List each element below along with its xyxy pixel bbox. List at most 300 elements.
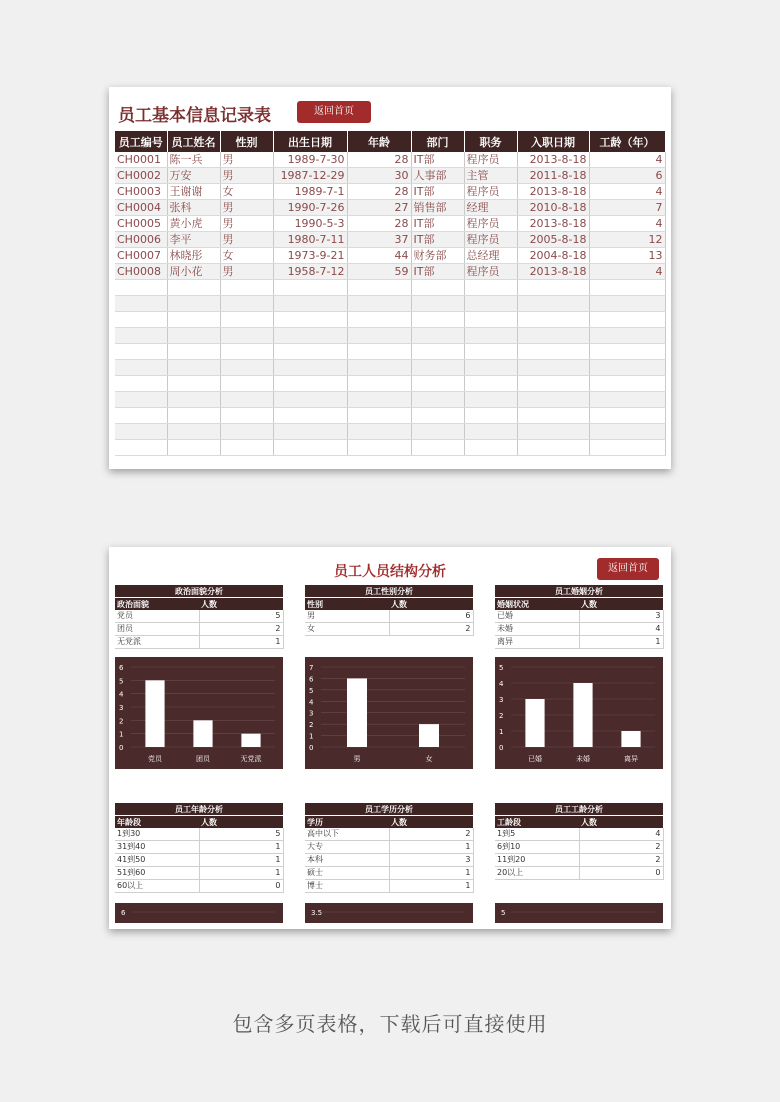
empty-cell[interactable]	[517, 408, 589, 424]
empty-cell[interactable]	[347, 360, 411, 376]
category-cell[interactable]: 41到50	[115, 854, 199, 867]
empty-cell[interactable]	[273, 408, 347, 424]
table-cell[interactable]: 张科	[167, 200, 220, 216]
panel-col2-header: 人数	[389, 816, 473, 829]
column-header: 员工编号	[115, 131, 167, 152]
category-cell[interactable]: 本科	[305, 854, 389, 867]
analysis-table	[115, 585, 284, 649]
table-cell[interactable]: 4	[589, 184, 665, 200]
table-row	[115, 880, 283, 893]
table-cell[interactable]: 总经理	[464, 248, 517, 264]
empty-cell[interactable]	[517, 392, 589, 408]
empty-cell[interactable]	[411, 408, 464, 424]
table-cell[interactable]: CH0006	[115, 232, 167, 248]
empty-cell[interactable]	[273, 392, 347, 408]
panel-col1-header: 政治面貌	[115, 598, 199, 611]
count-cell[interactable]: 3	[389, 854, 473, 867]
empty-cell[interactable]	[115, 392, 167, 408]
empty-cell[interactable]	[167, 344, 220, 360]
table-row	[115, 248, 665, 264]
empty-cell[interactable]	[517, 312, 589, 328]
empty-cell[interactable]	[589, 424, 665, 440]
empty-cell[interactable]	[167, 296, 220, 312]
empty-cell[interactable]	[220, 408, 273, 424]
empty-cell[interactable]	[167, 376, 220, 392]
table-cell[interactable]: 4	[589, 152, 665, 168]
category-cell[interactable]: 已婚	[495, 610, 579, 623]
y-tick-label: 5	[309, 686, 314, 695]
panel-col1-header: 年龄段	[115, 816, 199, 829]
table-cell[interactable]: 女	[220, 184, 273, 200]
bar	[573, 683, 592, 747]
count-cell[interactable]: 2	[579, 854, 663, 867]
y-tick-label: 3.5	[311, 909, 323, 917]
empty-cell[interactable]	[273, 376, 347, 392]
empty-cell[interactable]	[220, 424, 273, 440]
table-cell[interactable]: 程序员	[464, 216, 517, 232]
table-cell[interactable]: 2013-8-18	[517, 152, 589, 168]
table-cell[interactable]: 1980-7-11	[273, 232, 347, 248]
empty-cell[interactable]	[517, 376, 589, 392]
empty-cell[interactable]	[273, 280, 347, 296]
empty-cell[interactable]	[517, 280, 589, 296]
table-cell[interactable]: CH0003	[115, 184, 167, 200]
empty-cell[interactable]	[411, 424, 464, 440]
table-row	[305, 841, 473, 854]
empty-cell[interactable]	[517, 360, 589, 376]
empty-row	[115, 440, 665, 456]
bar-chart	[115, 657, 283, 769]
empty-cell[interactable]	[167, 312, 220, 328]
column-header: 工龄（年）	[589, 131, 665, 152]
empty-cell[interactable]	[464, 440, 517, 456]
empty-row	[115, 424, 665, 440]
table-cell[interactable]: 销售部	[411, 200, 464, 216]
empty-cell[interactable]	[411, 376, 464, 392]
x-tick-label: 党员	[148, 755, 162, 763]
category-cell[interactable]: 无党派	[115, 636, 199, 649]
panel-col2-header: 人数	[199, 816, 283, 829]
column-header: 出生日期	[273, 131, 347, 152]
empty-cell[interactable]	[220, 376, 273, 392]
empty-cell[interactable]	[273, 344, 347, 360]
table-cell[interactable]: 2013-8-18	[517, 216, 589, 232]
table-cell[interactable]: 2004-8-18	[517, 248, 589, 264]
count-cell[interactable]: 4	[579, 828, 663, 841]
empty-cell[interactable]	[589, 392, 665, 408]
table-cell[interactable]: 女	[220, 248, 273, 264]
empty-cell[interactable]	[411, 360, 464, 376]
table-cell[interactable]: 27	[347, 200, 411, 216]
count-cell[interactable]: 1	[579, 636, 663, 649]
chart-svg	[115, 903, 283, 923]
panel-title: 员工工龄分析	[495, 803, 663, 816]
table-cell[interactable]: 周小花	[167, 264, 220, 280]
empty-cell[interactable]	[167, 280, 220, 296]
empty-cell[interactable]	[273, 312, 347, 328]
analysis-table	[305, 803, 474, 893]
category-cell[interactable]: 1到30	[115, 828, 199, 841]
empty-cell[interactable]	[464, 360, 517, 376]
x-tick-label: 未婚	[576, 755, 590, 763]
table-cell[interactable]: 男	[220, 216, 273, 232]
table-cell[interactable]: 男	[220, 168, 273, 184]
category-cell[interactable]: 党员	[115, 610, 199, 623]
empty-cell[interactable]	[220, 312, 273, 328]
empty-cell[interactable]	[167, 328, 220, 344]
table-cell[interactable]: 经理	[464, 200, 517, 216]
y-tick-label: 3	[119, 704, 124, 712]
table-cell[interactable]: 30	[347, 168, 411, 184]
x-tick-label: 团员	[196, 755, 210, 763]
y-tick-label: 4	[119, 690, 124, 699]
table-row	[115, 828, 283, 841]
empty-cell[interactable]	[347, 328, 411, 344]
table-row	[115, 264, 665, 280]
table-cell[interactable]: 6	[589, 168, 665, 184]
table-cell[interactable]: 程序员	[464, 264, 517, 280]
empty-cell[interactable]	[517, 328, 589, 344]
bar-chart	[495, 903, 663, 923]
column-header: 年龄	[347, 131, 411, 152]
y-tick-label: 4	[309, 698, 314, 707]
table-cell[interactable]: 程序员	[464, 152, 517, 168]
employee-table	[115, 131, 666, 456]
table-row	[115, 216, 665, 232]
table-cell[interactable]: 2010-8-18	[517, 200, 589, 216]
empty-cell[interactable]	[115, 280, 167, 296]
count-cell[interactable]: 0	[579, 867, 663, 880]
table-cell[interactable]: 男	[220, 232, 273, 248]
y-tick-label: 0	[499, 744, 504, 752]
empty-cell[interactable]	[220, 360, 273, 376]
y-tick-label: 6	[119, 664, 124, 672]
table-row	[115, 854, 283, 867]
empty-cell[interactable]	[220, 280, 273, 296]
analysis-panel	[115, 585, 283, 649]
back-home-button[interactable]: 返回首页	[297, 101, 371, 123]
bar-chart	[115, 903, 283, 923]
table-cell[interactable]: 1958-7-12	[273, 264, 347, 280]
table-row	[115, 841, 283, 854]
table-cell[interactable]: 12	[589, 232, 665, 248]
empty-cell[interactable]	[347, 280, 411, 296]
table-cell[interactable]: 男	[220, 264, 273, 280]
category-cell[interactable]: 高中以下	[305, 828, 389, 841]
empty-cell[interactable]	[464, 408, 517, 424]
y-tick-label: 1	[499, 728, 504, 736]
empty-cell[interactable]	[220, 296, 273, 312]
x-tick-label: 女	[425, 755, 433, 763]
count-cell[interactable]: 3	[579, 610, 663, 623]
analysis-panel	[305, 803, 473, 893]
empty-cell[interactable]	[464, 344, 517, 360]
table-row	[115, 636, 283, 649]
table-cell[interactable]: 4	[589, 264, 665, 280]
category-cell[interactable]: 1到5	[495, 828, 579, 841]
empty-cell[interactable]	[411, 392, 464, 408]
table-cell[interactable]: 44	[347, 248, 411, 264]
chart-svg	[115, 657, 283, 769]
y-tick-label: 4	[499, 680, 504, 688]
table-cell[interactable]: CH0005	[115, 216, 167, 232]
table-cell[interactable]: IT部	[411, 264, 464, 280]
count-cell[interactable]: 1	[389, 867, 473, 880]
count-cell[interactable]: 2	[389, 623, 473, 636]
y-tick-label: 5	[119, 677, 124, 686]
empty-cell[interactable]	[167, 440, 220, 456]
empty-cell[interactable]	[347, 440, 411, 456]
empty-cell[interactable]	[517, 344, 589, 360]
count-cell[interactable]: 1	[199, 867, 283, 880]
empty-cell[interactable]	[115, 344, 167, 360]
empty-cell[interactable]	[589, 360, 665, 376]
empty-cell[interactable]	[115, 328, 167, 344]
table-cell[interactable]: 男	[220, 152, 273, 168]
empty-cell[interactable]	[167, 392, 220, 408]
empty-cell[interactable]	[589, 376, 665, 392]
category-cell[interactable]: 团员	[115, 623, 199, 636]
count-cell[interactable]: 5	[199, 610, 283, 623]
panel-title: 员工性别分析	[305, 585, 473, 598]
table-cell[interactable]: 1990-5-3	[273, 216, 347, 232]
bar	[347, 678, 367, 747]
table-cell[interactable]: CH0008	[115, 264, 167, 280]
category-cell[interactable]: 20以上	[495, 867, 579, 880]
empty-cell[interactable]	[517, 440, 589, 456]
table-cell[interactable]: 7	[589, 200, 665, 216]
empty-cell[interactable]	[464, 376, 517, 392]
count-cell[interactable]: 2	[389, 828, 473, 841]
chart-svg	[495, 903, 663, 923]
table-cell[interactable]: CH0007	[115, 248, 167, 264]
chart-svg	[495, 657, 663, 769]
empty-cell[interactable]	[220, 440, 273, 456]
table-row	[305, 828, 473, 841]
empty-cell[interactable]	[347, 424, 411, 440]
empty-cell[interactable]	[347, 296, 411, 312]
table-row	[115, 152, 665, 168]
table-cell[interactable]: 万安	[167, 168, 220, 184]
count-cell[interactable]: 1	[199, 841, 283, 854]
table-cell[interactable]: 2011-8-18	[517, 168, 589, 184]
table-cell[interactable]: 2013-8-18	[517, 184, 589, 200]
table-cell[interactable]: IT部	[411, 152, 464, 168]
empty-cell[interactable]	[167, 360, 220, 376]
table-cell[interactable]: 1973-9-21	[273, 248, 347, 264]
empty-cell[interactable]	[273, 296, 347, 312]
empty-cell[interactable]	[589, 440, 665, 456]
table-cell[interactable]: IT部	[411, 216, 464, 232]
table-cell[interactable]: 程序员	[464, 184, 517, 200]
empty-cell[interactable]	[464, 280, 517, 296]
column-header: 职务	[464, 131, 517, 152]
count-cell[interactable]: 1	[389, 880, 473, 893]
empty-cell[interactable]	[464, 392, 517, 408]
table-row	[115, 867, 283, 880]
y-tick-label: 5	[499, 664, 504, 672]
empty-cell[interactable]	[589, 280, 665, 296]
empty-cell[interactable]	[411, 344, 464, 360]
y-tick-label: 1	[309, 732, 314, 741]
empty-cell[interactable]	[347, 344, 411, 360]
empty-cell[interactable]	[589, 328, 665, 344]
table-cell[interactable]: CH0002	[115, 168, 167, 184]
empty-cell[interactable]	[347, 392, 411, 408]
empty-cell[interactable]	[220, 328, 273, 344]
chart-svg	[305, 657, 473, 769]
column-header: 员工姓名	[167, 131, 220, 152]
table-row	[305, 854, 473, 867]
panel-col1-header: 工龄段	[495, 816, 579, 829]
bar	[621, 731, 640, 747]
empty-cell[interactable]	[347, 408, 411, 424]
table-cell[interactable]: 李平	[167, 232, 220, 248]
empty-cell[interactable]	[115, 376, 167, 392]
back-home-button[interactable]: 返回首页	[597, 558, 659, 580]
table-cell[interactable]: 1990-7-26	[273, 200, 347, 216]
x-tick-label: 无党派	[240, 755, 262, 763]
empty-row	[115, 344, 665, 360]
empty-cell[interactable]	[273, 328, 347, 344]
bar-chart	[305, 903, 473, 923]
table-cell[interactable]: 程序员	[464, 232, 517, 248]
panel-col1-header: 性别	[305, 598, 389, 611]
empty-cell[interactable]	[115, 296, 167, 312]
table-cell[interactable]: 2013-8-18	[517, 264, 589, 280]
category-cell[interactable]: 大专	[305, 841, 389, 854]
empty-cell[interactable]	[589, 312, 665, 328]
empty-cell[interactable]	[347, 376, 411, 392]
panel-col2-header: 人数	[579, 598, 663, 611]
table-row	[495, 623, 663, 636]
bar	[525, 699, 544, 747]
table-row	[115, 184, 665, 200]
bar	[145, 680, 164, 747]
category-cell[interactable]: 60以上	[115, 880, 199, 893]
table-cell[interactable]: 4	[589, 216, 665, 232]
empty-cell[interactable]	[167, 424, 220, 440]
empty-cell[interactable]	[220, 392, 273, 408]
structure-analysis-sheet	[109, 547, 671, 929]
empty-cell[interactable]	[273, 360, 347, 376]
category-cell[interactable]: 6到10	[495, 841, 579, 854]
count-cell[interactable]: 1	[199, 854, 283, 867]
empty-cell[interactable]	[464, 328, 517, 344]
table-cell[interactable]: CH0004	[115, 200, 167, 216]
empty-cell[interactable]	[411, 312, 464, 328]
table-cell[interactable]: 59	[347, 264, 411, 280]
category-cell[interactable]: 11到20	[495, 854, 579, 867]
empty-cell[interactable]	[411, 280, 464, 296]
count-cell[interactable]: 1	[199, 636, 283, 649]
empty-cell[interactable]	[411, 296, 464, 312]
empty-cell[interactable]	[273, 424, 347, 440]
y-tick-label: 3	[499, 696, 504, 704]
count-cell[interactable]: 2	[579, 841, 663, 854]
empty-cell[interactable]	[464, 312, 517, 328]
empty-cell[interactable]	[589, 296, 665, 312]
y-tick-label: 2	[309, 721, 314, 730]
empty-cell[interactable]	[411, 440, 464, 456]
table-cell[interactable]: 男	[220, 200, 273, 216]
count-cell[interactable]: 5	[199, 828, 283, 841]
category-cell[interactable]: 31到40	[115, 841, 199, 854]
count-cell[interactable]: 2	[199, 623, 283, 636]
category-cell[interactable]: 女	[305, 623, 389, 636]
empty-cell[interactable]	[220, 344, 273, 360]
table-cell[interactable]: IT部	[411, 232, 464, 248]
table-row	[115, 610, 283, 623]
table-cell[interactable]: 王谢谢	[167, 184, 220, 200]
table-cell[interactable]: 1989-7-1	[273, 184, 347, 200]
empty-cell[interactable]	[589, 344, 665, 360]
empty-cell[interactable]	[115, 312, 167, 328]
table-cell[interactable]: 黄小虎	[167, 216, 220, 232]
table-cell[interactable]: 林晓彤	[167, 248, 220, 264]
empty-cell[interactable]	[115, 440, 167, 456]
table-cell[interactable]: IT部	[411, 184, 464, 200]
category-cell[interactable]: 博士	[305, 880, 389, 893]
category-cell[interactable]: 硕士	[305, 867, 389, 880]
table-cell[interactable]: 陈一兵	[167, 152, 220, 168]
table-row	[495, 610, 663, 623]
empty-cell[interactable]	[273, 440, 347, 456]
count-cell[interactable]: 1	[389, 841, 473, 854]
table-cell[interactable]: 主管	[464, 168, 517, 184]
category-cell[interactable]: 未婚	[495, 623, 579, 636]
x-tick-label: 男	[353, 755, 361, 763]
panel-title: 员工学历分析	[305, 803, 473, 816]
empty-cell[interactable]	[589, 408, 665, 424]
category-cell[interactable]: 离异	[495, 636, 579, 649]
table-cell[interactable]: 37	[347, 232, 411, 248]
empty-cell[interactable]	[517, 424, 589, 440]
empty-cell[interactable]	[411, 328, 464, 344]
table-cell[interactable]: 28	[347, 216, 411, 232]
panel-col2-header: 人数	[389, 598, 473, 611]
count-cell[interactable]: 4	[579, 623, 663, 636]
empty-cell[interactable]	[347, 312, 411, 328]
empty-cell[interactable]	[167, 408, 220, 424]
table-cell[interactable]: 人事部	[411, 168, 464, 184]
category-cell[interactable]: 男	[305, 610, 389, 623]
category-cell[interactable]: 51到60	[115, 867, 199, 880]
table-cell[interactable]: 1987-12-29	[273, 168, 347, 184]
empty-cell[interactable]	[115, 408, 167, 424]
empty-cell[interactable]	[464, 296, 517, 312]
table-row	[495, 841, 663, 854]
count-cell[interactable]: 6	[389, 610, 473, 623]
empty-cell[interactable]	[517, 296, 589, 312]
table-row	[115, 200, 665, 216]
chart-svg	[305, 903, 473, 923]
table-cell[interactable]: 28	[347, 184, 411, 200]
table-cell[interactable]: 28	[347, 152, 411, 168]
table-cell[interactable]: 1989-7-30	[273, 152, 347, 168]
table-cell[interactable]: 财务部	[411, 248, 464, 264]
empty-cell[interactable]	[115, 424, 167, 440]
count-cell[interactable]: 0	[199, 880, 283, 893]
empty-cell[interactable]	[464, 424, 517, 440]
empty-cell[interactable]	[115, 360, 167, 376]
table-cell[interactable]: 13	[589, 248, 665, 264]
page-caption: 包含多页表格，下载后可直接使用	[232, 1012, 548, 1036]
table-cell[interactable]: CH0001	[115, 152, 167, 168]
table-row	[495, 636, 663, 649]
table-cell[interactable]: 2005-8-18	[517, 232, 589, 248]
table-row	[495, 828, 663, 841]
